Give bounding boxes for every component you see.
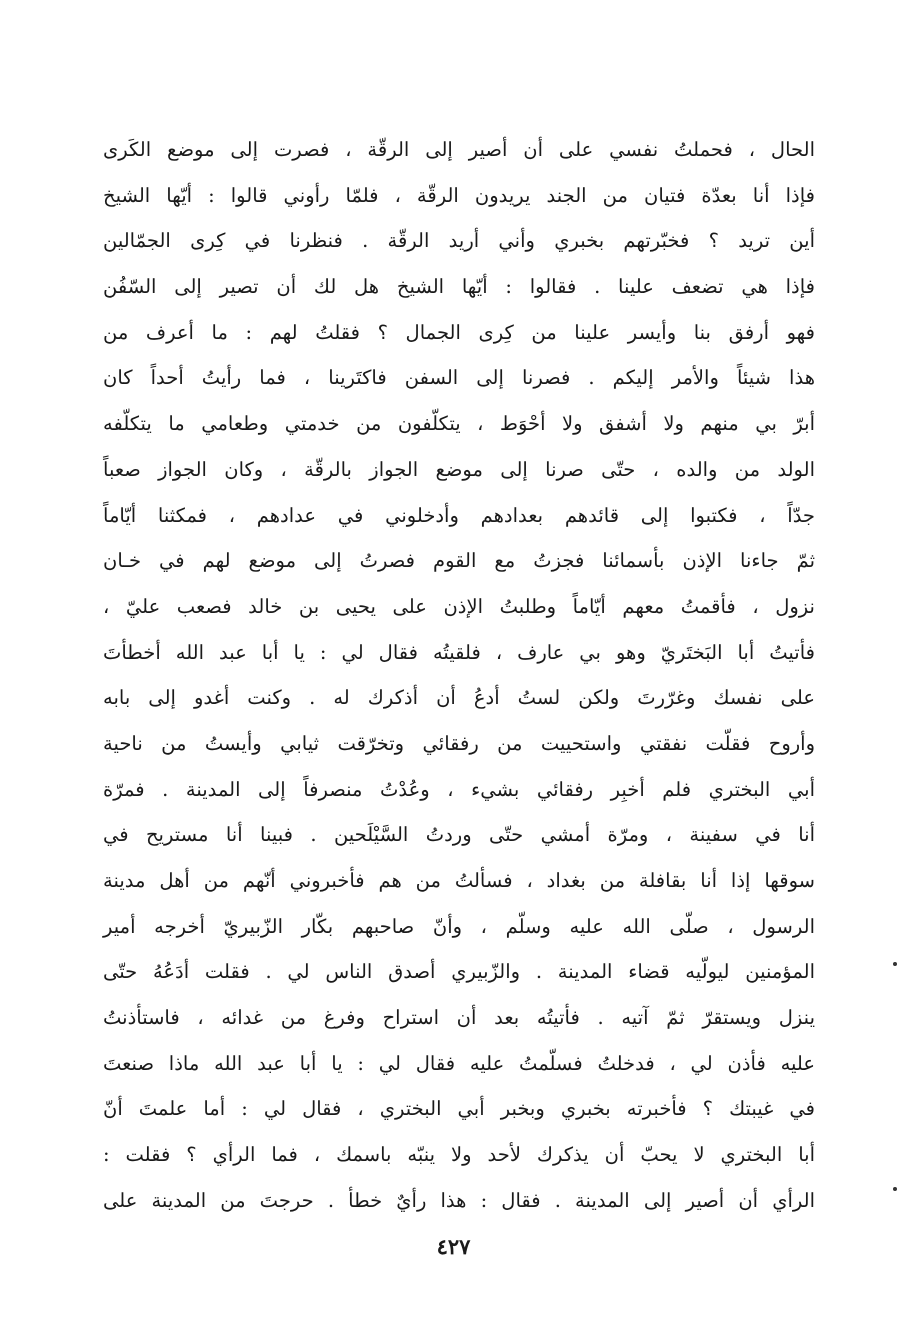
text-line: أبا البختري لا يحبّ أن يذكرك لأحد ولا ينبّه باسمك ، فما الرأي ؟ فقلت :	[103, 1143, 815, 1167]
body-text	[103, 127, 815, 1224]
text-line: وأروح فقلّت نفقتي واستحييت من رفقائي وتخرّقت ثيابي وأيستُ من ناحية	[103, 731, 815, 755]
text-line: الرأي أن أصير إلى المدينة . فقال : هذا رأيٌ خطأ . حرجتَ من المدينة على	[103, 1188, 815, 1212]
text-line: فأتيتُ أبا البَختَريّ وهو بي عارف ، فلقيتُه فقال لي : يا أبا عبد الله أخطأتَ	[103, 640, 815, 664]
text-line: جدّاً ، فكتبوا إلى قائدهم بعدادهم وأدخلوني في عدادهم ، فمكثنا أيّاماً	[103, 503, 815, 527]
text-line: عليه فأذن لي ، فدخلتُ فسلّمتُ عليه فقال لي : يا أبا عبد الله ماذا صنعتَ	[103, 1051, 815, 1075]
scan-speck	[893, 1187, 897, 1191]
text-line: نزول ، فأقمتُ معهم أيّاماً وطلبتُ الإذن على يحيى بن خالد فصعب عليّ ،	[103, 594, 815, 618]
text-line: المؤمنين ليولّيه قضاء المدينة . والزّبيري أصدق الناس لي . فقلت أدَعُهُ حتّى	[103, 960, 815, 984]
text-line: فإذا أنا بعدّة فتيان من الجند يريدون الرقّة ، فلمّا رأوني قالوا : أيّها الشيخ	[103, 183, 815, 207]
text-line: أبرّ بي منهم ولا أشفق ولا أحْوَط ، يتكلّفون من خدمتي وطعامي ما يتكلّفه	[103, 412, 815, 436]
text-line: فإذا هي تضعف علينا . فقالوا : أيّها الشيخ هل لك أن تصير إلى السّفُن	[103, 275, 815, 299]
text-line: أين تريد ؟ فخبّرتهم بخبري وأني أريد الرقّة . فنظرنا في كِرى الجمّالين	[103, 229, 815, 253]
text-line: الولد من والده ، حتّى صرنا إلى موضع الجواز بالرقّة ، وكان الجواز صعباً	[103, 457, 815, 481]
text-line: سوقها إذا أنا بقافلة من بغداد ، فسألتُ من هم فأخبروني أنّهم من أهل مدينة	[103, 869, 815, 892]
page-number: ٤٢٧	[436, 1234, 471, 1259]
text-line: الحال ، فحملتُ نفسي على أن أصير إلى الرقّة ، فصرت إلى موضع الكَرى	[103, 138, 815, 161]
text-line: ثمّ جاءنا الإذن بأسمائنا فجزتُ مع القوم فصرتُ إلى موضع لهم في خـان	[103, 549, 815, 573]
scan-speck	[893, 962, 897, 966]
text-line: أبي البختري فلم أخبِر رفقائي بشيء ، وعُدْتُ منصرفاً إلى المدينة . فمرّة	[103, 777, 815, 801]
text-line: في غيبتك ؟ فأخبرته بخبري وبخبر أبي البختري ، فقال لي : أما علمتَ أنّ	[103, 1097, 815, 1121]
text-line: الرسول ، صلّى الله عليه وسلّم ، وأنّ صاحبهم بكّار الزّبيريّ أخرجه أمير	[103, 914, 815, 938]
text-line: أنا في سفينة ، ومرّة أمشي حتّى وردتُ السَّيْلَحين . فبينا أنا مستريح في	[103, 823, 815, 847]
text-line: على نفسك وغرّرتَ ولكن لستُ أدعُ أن أذكرك له . وكنت أغدو إلى بابه	[103, 686, 815, 710]
text-line: ينزل ويستقرّ ثمّ آتيه . فأتيتُه بعد أن استراح وفرغ من غدائه ، فاستأذنتُ	[103, 1006, 815, 1030]
text-line: فهو أرفق بنا وأيسر علينا من كِرى الجمال ؟ فقلتُ لهم : ما أعرف من	[103, 320, 815, 344]
text-line: هذا شيئاً والأمر إليكم . فصرنا إلى السفن فاكتَرينا ، فما رأيتُ أحداً كان	[103, 366, 815, 390]
